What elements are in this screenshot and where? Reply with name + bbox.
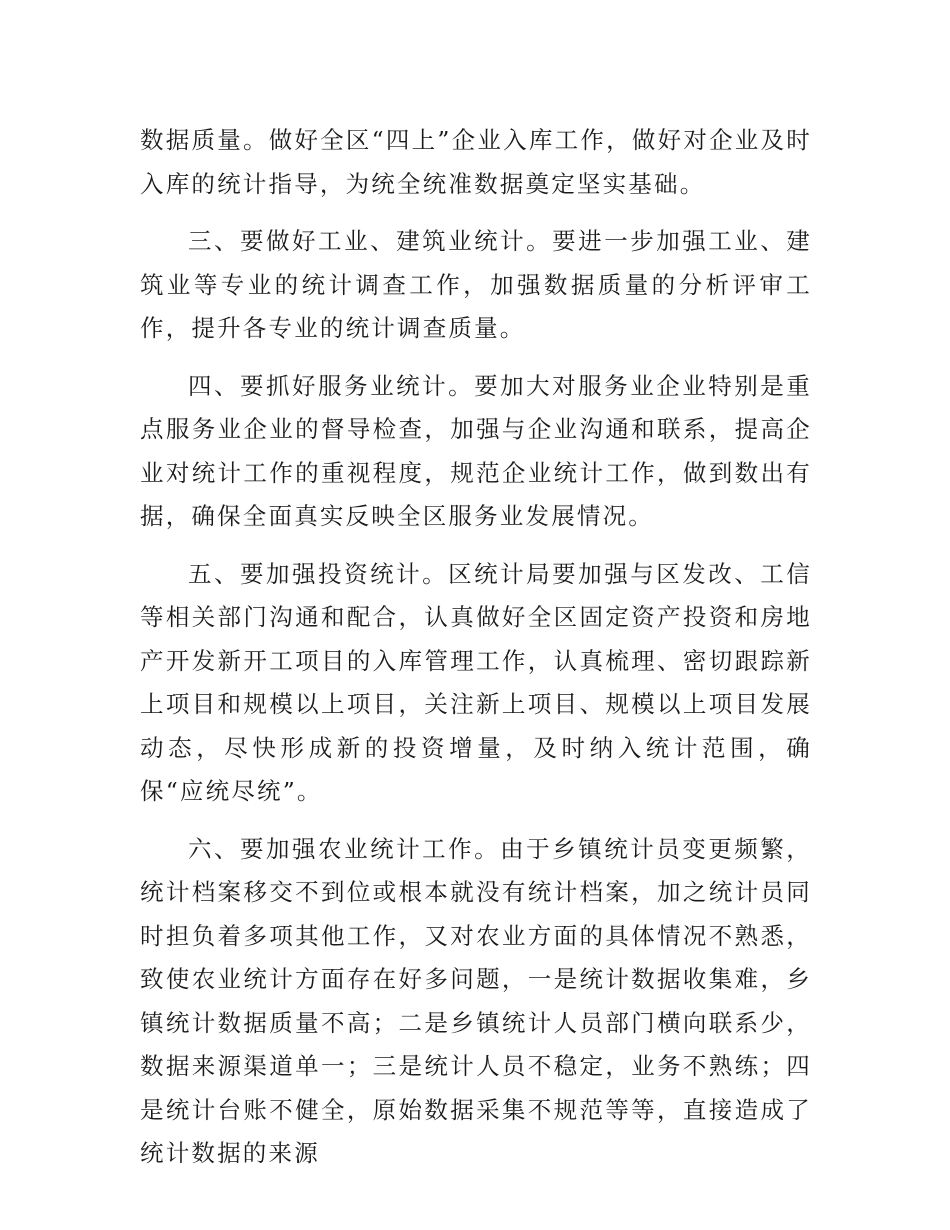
- paragraph-investment: 五、要加强投资统计。区统计局要加强与区发改、工信等相关部门沟通和配合，认真做好全区固定资产投资和房地产开发新开工项目的入库管理工作，认真梳理、密切跟踪新上项目和规模以上项目，关注新上项目、规模以上项目发展动态，尽快形成新的投资增量，及时纳入统计范围，确保“应统尽统”。: [140, 559, 812, 805]
- paragraph-agriculture: 六、要加强农业统计工作。由于乡镇统计员变更频繁，统计档案移交不到位或根本就没有统计档案，加之统计员同时担负着多项其他工作，又对农业方面的具体情况不熟悉，致使农业统计方面存在好多问题，一是统计数据收集难，乡镇统计数据质量不高；二是乡镇统计人员部门横向联系少，数据来源渠道单一；三是统计人员不稳定，业务不熟练；四是统计台账不健全，原始数据采集不规范等等，直接造成了统计数据的来源: [140, 834, 812, 1167]
- paragraph-industry-construction: 三、要做好工业、建筑业统计。要进一步加强工业、建筑业等专业的统计调查工作，加强数据质量的分析评审工作，提升各专业的统计调查质量。: [140, 227, 812, 342]
- paragraph-continuation: 数据质量。做好全区“四上”企业入库工作，做好对企业及时入库的统计指导，为统全统准数据奠定坚实基础。: [140, 126, 812, 198]
- paragraph-service-industry: 四、要抓好服务业统计。要加大对服务业企业特别是重点服务业企业的督导检查，加强与企业沟通和联系，提高企业对统计工作的重视程度，规范企业统计工作，做到数出有据，确保全面真实反映全区服务业发展情况。: [140, 371, 812, 530]
- document-body: [140, 119, 812, 1190]
